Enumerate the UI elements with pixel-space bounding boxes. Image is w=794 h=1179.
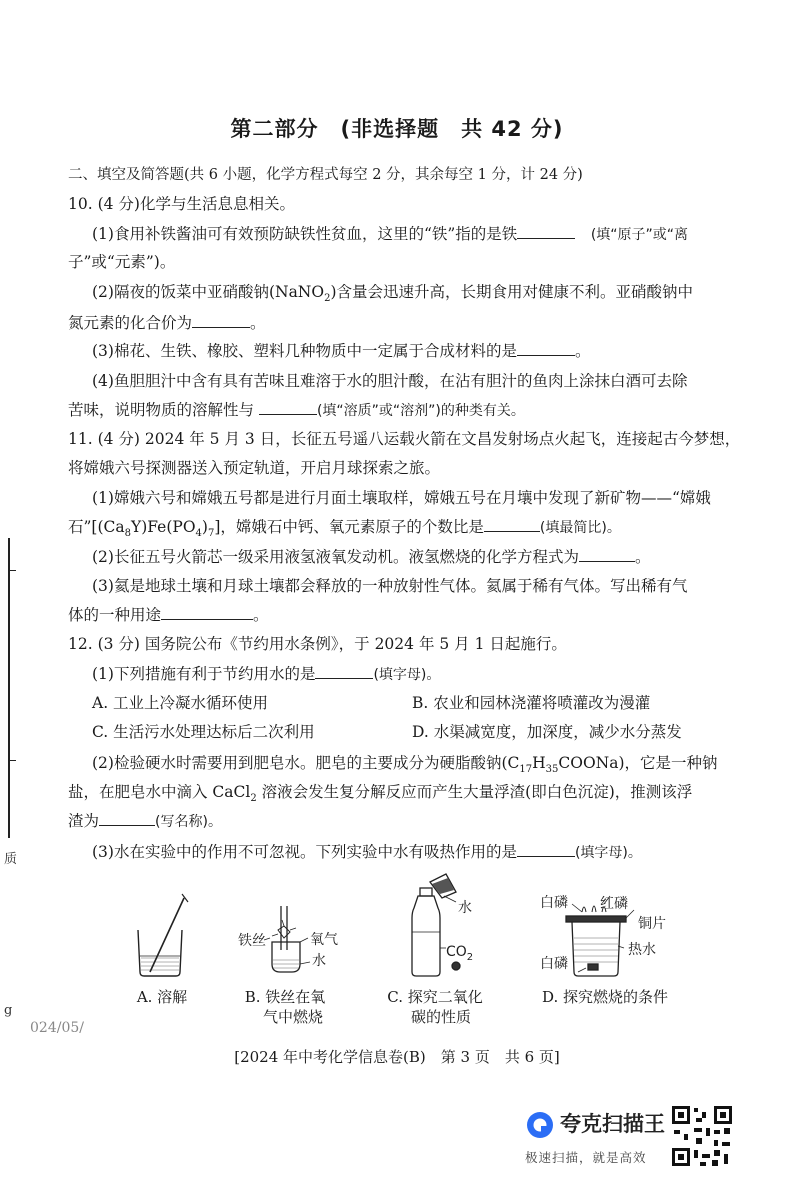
q10-p3-text: (3)棉花、生铁、橡胶、塑料几种物质中一定属于合成材料的是 (92, 342, 517, 360)
q12-p2-cont (68, 782, 692, 809)
formula-part: 石”[(Ca (68, 518, 125, 536)
q11-p1: (1)嫦娥六号和嫦娥五号都是进行月面土壤取样，嫦娥五号在月壤中发现了新矿物——“嫦娥 (92, 489, 711, 507)
q12-p2-text3: 盐，在肥皂水中滴入 CaCl (68, 783, 251, 801)
q10-p4-text: 苦味，说明物质的溶解性与 (68, 401, 255, 419)
q10-p4-cont (68, 400, 525, 421)
label-water: 水 (312, 953, 326, 969)
caption-b-line1: B. 铁丝在氧 (244, 988, 326, 1006)
q11-stem: 11. (4 分) 2024 年 5 月 3 日，长征五号遥八运载火箭在文昌发射场点火起飞，连接起古今梦想， (68, 430, 741, 448)
q12-p3-hint: (填字母)。 (574, 845, 642, 861)
q11-p1-text: ]，嫦娥石中钙、氧元素原子的个数比是 (214, 518, 484, 536)
answer-blank[interactable] (315, 664, 373, 679)
q11-p3: (3)氦是地球土壤和月球土壤都会释放的一种放射性气体。氦属于稀有气体。写出稀有气 (92, 577, 688, 595)
subscript: 4 (195, 528, 202, 540)
q10-p2-text2: )含量会迅速升高，长期食用对健康不利。亚硝酸钠中 (330, 283, 694, 301)
q12-p2-text2: COONa)，它是一种钠 (558, 754, 718, 772)
co2-sub: 2 (466, 952, 474, 963)
caption-d: D. 探究燃烧的条件 (541, 988, 669, 1006)
subscript: 2 (324, 293, 331, 305)
formula-part: Y)Fe(PO (131, 518, 196, 536)
q12-p1 (92, 664, 440, 685)
answer-blank[interactable] (192, 313, 250, 328)
q12-p3 (92, 842, 642, 863)
answer-blank[interactable] (517, 341, 575, 356)
label-c-water: 水 (458, 900, 472, 916)
q10-p2-text: (2)隔夜的饭菜中亚硝酸钠(NaNO (92, 283, 325, 301)
q10-p1-hint: (填“原子”或“离 (590, 227, 689, 243)
answer-blank[interactable] (259, 400, 317, 415)
q10-p2 (92, 282, 693, 309)
iron-wire-bottle-figure (264, 906, 310, 972)
subscript: 35 (545, 764, 559, 776)
formula-part: H (532, 754, 546, 772)
q12-p2-hint: (写名称)。 (155, 814, 222, 830)
q12-stem: 12. (3 分) 国务院公布《节约用水条例》，于 2024 年 5 月 1 日起施行。 (68, 635, 567, 653)
q10-p2-cont: 氮元素的化合价为 。 (68, 314, 266, 332)
beaker-stir-figure (138, 894, 188, 976)
q12-option-a: A. 工业上冷凝水循环使用 (92, 694, 269, 712)
co2-text: CO (446, 944, 467, 960)
margin-mark-char: 质 (4, 852, 18, 867)
brand-slogan: 极速扫描，就是高效 (525, 1150, 647, 1165)
q12-p1-hint: (填字母)。 (373, 667, 441, 683)
formula-part: ) (201, 518, 208, 536)
q10-p3: (3)棉花、生铁、橡胶、塑料几种物质中一定属于合成材料的是 。 (92, 342, 591, 360)
label-oxygen: 氧气 (310, 932, 338, 948)
label-white-phosphorus-bottom: 白磷 (540, 956, 568, 972)
q11-p3-cont: 体的一种用途 。 (68, 606, 269, 624)
q12-p2-text5: 渣为 (68, 812, 100, 830)
subscript: 17 (519, 764, 533, 776)
label-iron-wire: 铁丝 (238, 933, 266, 949)
q12-option-b: B. 农业和园林浇灌将喷灌改为漫灌 (412, 694, 651, 712)
q10-p2-text3: 氮元素的化合价为 (68, 314, 193, 332)
answer-blank[interactable] (579, 547, 635, 562)
q12-option-c: C. 生活污水处理达标后二次利用 (92, 723, 315, 741)
label-red-phosphorus: 红磷 (600, 896, 628, 912)
q11-p1-hint: (填最简比)。 (539, 520, 621, 536)
q12-p3-text: (3)水在实验中的作用不可忽视。下列实验中水有吸热作用的是 (92, 843, 517, 861)
subscript: 7 (207, 528, 215, 540)
answer-blank[interactable] (517, 842, 575, 857)
q10-p1-text: (1)食用补铁酱油可有效预防缺铁性贫血，这里的“铁”指的是铁 (92, 225, 518, 243)
label-hot-water: 热水 (628, 942, 656, 958)
page-title: 第二部分 (非选择题 共 42 分) (230, 117, 564, 141)
q11-p2-text: (2)长征五号火箭芯一级采用液氢液氧发动机。液氢燃烧的化学方程式为 (92, 548, 579, 566)
q11-p2: (2)长征五号火箭芯一级采用液氢液氧发动机。液氢燃烧的化学方程式为 。 (92, 548, 651, 566)
q12-p2 (92, 753, 718, 780)
q11-stem-cont: 将嫦娥六号探测器送入预定轨道，开启月球探索之旅。 (68, 459, 441, 477)
subscript: 8 (124, 528, 131, 540)
brand-logo-icon (525, 1110, 555, 1140)
margin-rule (8, 538, 10, 838)
label-white-phosphorus-top: 白磷 (540, 895, 568, 911)
label-co2 (446, 944, 473, 963)
scan-stamp: 024/05/ (30, 1020, 84, 1036)
q10-p1-cont: 子”或“元素”)。 (68, 253, 176, 271)
margin-tick (8, 760, 16, 761)
experiment-figures (0, 872, 794, 992)
qr-code-icon (670, 1104, 734, 1168)
page-footer: [2024 年中考化学信息卷(B) 第 3 页 共 6 页] (234, 1048, 560, 1066)
margin-tick (8, 570, 16, 571)
q11-p1-cont (68, 517, 621, 544)
caption-b-line2: 气中燃烧 (262, 1008, 323, 1026)
answer-blank[interactable] (484, 517, 540, 532)
q12-p2-text: (2)检验硬水时需要用到肥皂水。肥皂的主要成分为硬脂酸钠(C (92, 754, 520, 772)
q10-p1 (92, 224, 688, 245)
q12-p1-text: (1)下列措施有利于节约用水的是 (92, 665, 316, 683)
q12-p2-text4: 溶液会发生复分解反应而产生大量浮渣(即白色沉淀)，推测该浮 (256, 783, 693, 801)
q11-p3-text: 体的一种用途 (68, 606, 162, 624)
brand-name: 夸克扫描王 (560, 1112, 665, 1136)
q10-p4-hint: (填“溶质”或“溶剂”)的种类有关。 (316, 403, 525, 419)
margin-mark-g: g (4, 1003, 13, 1018)
q12-p2-cont2 (68, 811, 222, 832)
q10-stem: 10. (4 分)化学与生活息息相关。 (68, 195, 295, 213)
q10-p4: (4)鱼胆胆汁中含有具有苦味且难溶于水的胆汁酸，在沾有胆汁的鱼肉上涂抹白酒可去除 (92, 372, 688, 390)
section-heading: 二、填空及简答题(共 6 小题，化学方程式每空 2 分，其余每空 1 分，计 24 分) (68, 167, 583, 183)
q12-option-d: D. 水渠减宽度，加深度，减少水分蒸发 (412, 723, 682, 741)
caption-c-line2: 碳的性质 (410, 1008, 471, 1026)
caption-c-line1: C. 探究二氧化 (387, 988, 483, 1006)
subscript: 2 (250, 793, 257, 805)
answer-blank[interactable] (517, 224, 575, 239)
answer-blank[interactable] (99, 811, 155, 826)
answer-blank[interactable] (161, 605, 253, 620)
co2-bottle-figure (412, 874, 460, 976)
label-copper-sheet: 铜片 (638, 916, 666, 932)
caption-a: A. 溶解 (136, 988, 188, 1006)
